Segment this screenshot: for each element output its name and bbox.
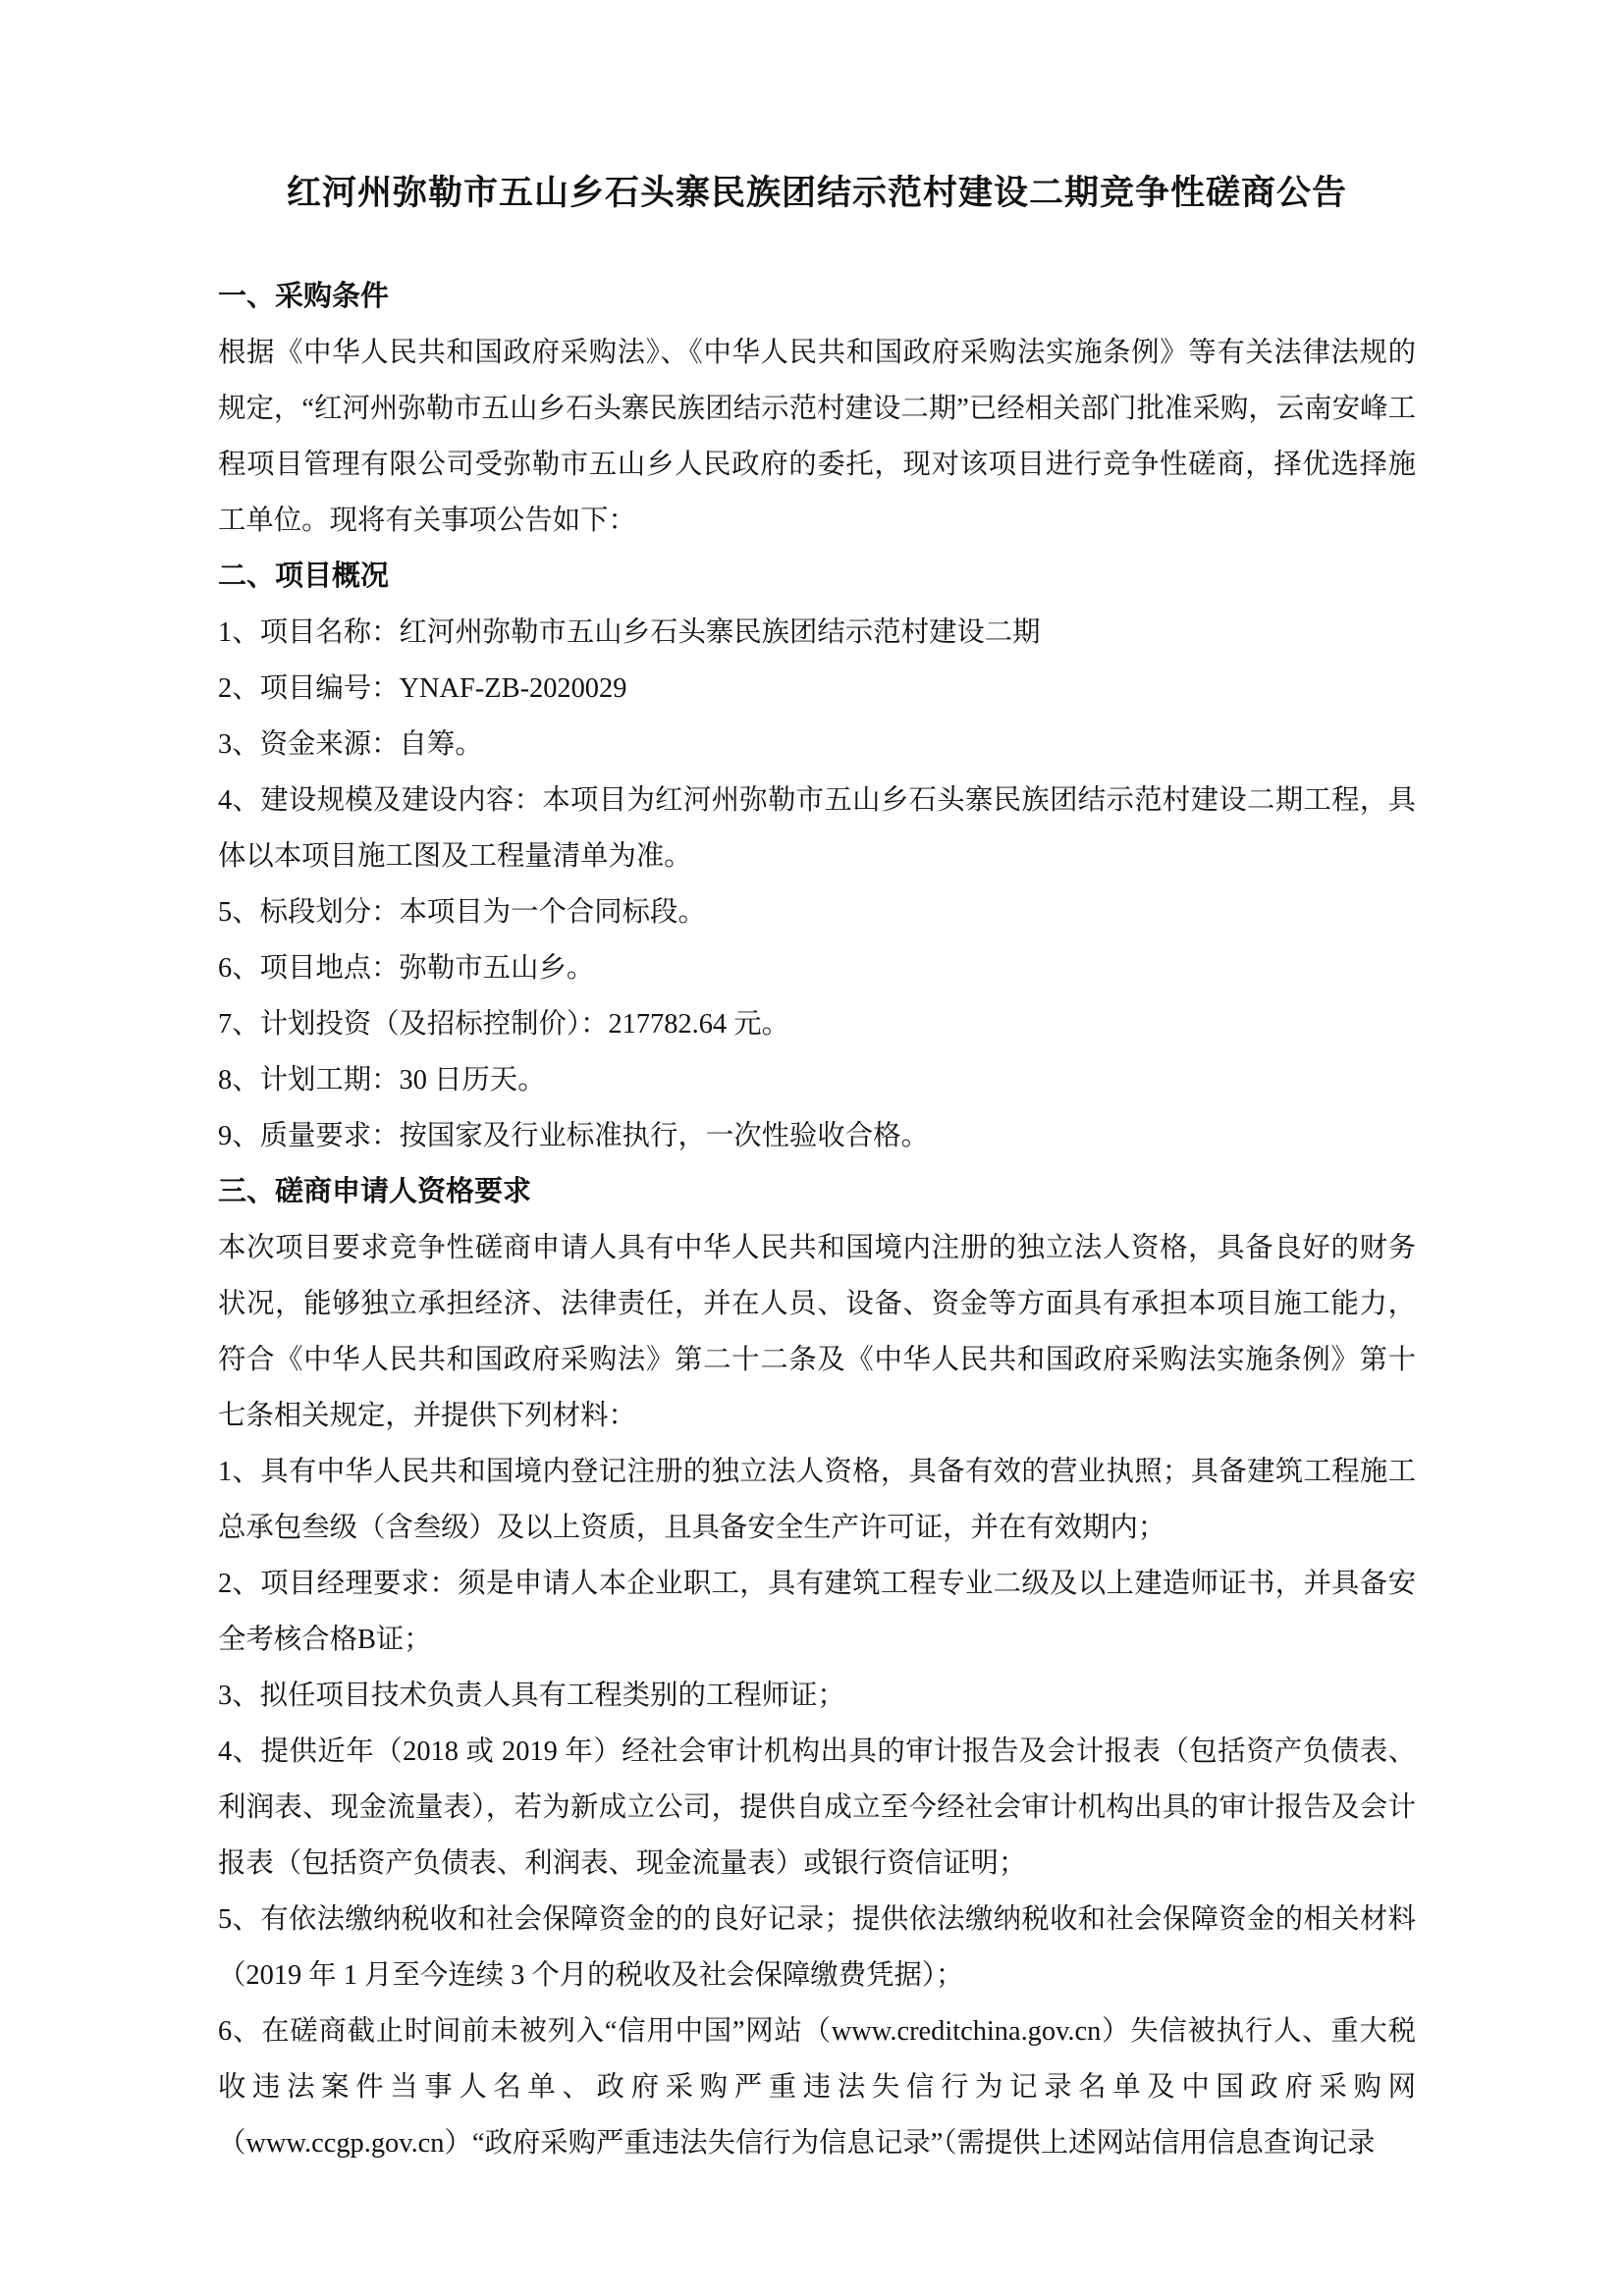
document-title: 红河州弥勒市五山乡石头寨民族团结示范村建设二期竞争性磋商公告 [286, 174, 1347, 212]
paragraph: 3、拟任项目技术负责人具有工程类别的工程师证； [218, 1681, 845, 1711]
paragraph: 根据《中华人民共和国政府采购法》、《中华人民共和国政府采购法实施条例》等有关法律法规的规定，“红河州弥勒市五山乡石头寨民族团结示范村建设二期”已经相关部门批准采购，云南安峰工程项目管理有限公司受弥勒市五山乡人民政府的委托，现对该项目进行竞争性磋商，择优选择施工单位。现将有关事项公告如下： [218, 338, 1416, 536]
paragraph: 1、项目名称：红河州弥勒市五山乡石头寨民族团结示范村建设二期 [218, 617, 1041, 648]
paragraph: 8、计划工期：30 日历天。 [218, 1065, 546, 1095]
section-3-heading: 三、磋商申请人资格要求 [218, 1176, 532, 1207]
section-procurement-conditions [218, 269, 1416, 549]
paragraph: 9、质量要求：按国家及行业标准执行，一次性验收合格。 [218, 1121, 929, 1151]
section-applicant-qualifications [218, 1164, 1416, 2171]
paragraph: 2、项目经理要求：须是申请人本企业职工，具有建筑工程专业二级及以上建造师证书，并具备安全考核合格B证； [218, 1569, 1416, 1655]
paragraph: 7、计划投资（及招标控制价）：217782.64 元。 [218, 1009, 790, 1040]
paragraph: 4、提供近年（2018 或 2019 年）经社会审计机构出具的审计报告及会计报表（包括资产负债表、利润表、现金流量表），若为新成立公司，提供自成立至今经社会审计机构出具的审计报告及会计报表（包括资产负债表、利润表、现金流量表）或银行资信证明； [218, 1736, 1416, 1879]
paragraph: 本次项目要求竞争性磋商申请人具有中华人民共和国境内注册的独立法人资格，具备良好的财务状况，能够独立承担经济、法律责任，并在人员、设备、资金等方面具有承担本项目施工能力，符合《中华人民共和国政府采购法》第二十二条及《中华人民共和国政府采购法实施条例》第十七条相关规定，并提供下列材料： [218, 1233, 1416, 1431]
paragraph: 4、建设规模及建设内容：本项目为红河州弥勒市五山乡石头寨民族团结示范村建设二期工程，具体以本项目施工图及工程量清单为准。 [218, 785, 1416, 872]
section-1-heading: 一、采购条件 [218, 281, 390, 312]
paragraph: 1、具有中华人民共和国境内登记注册的独立法人资格，具备有效的营业执照；具备建筑工程施工总承包叁级（含叁级）及以上资质，且具备安全生产许可证，并在有效期内； [218, 1457, 1416, 1543]
section-project-overview [218, 549, 1416, 1164]
document-content [218, 165, 1416, 2171]
section-2-heading: 二、项目概况 [218, 561, 390, 592]
paragraph: 6、在磋商截止时间前未被列入“信用中国”网站（www.creditchina.gov.cn）失信被执行人、重大税收违法案件当事人名单、政府采购严重违法失信行为记录名单及中国政府采购网（www.ccgp.gov.cn）“政府采购严重违法失信行为信息记录”（需提供上述网站信用信息查询记录 [218, 2016, 1416, 2159]
paragraph: 5、有依法缴纳税收和社会保障资金的的良好记录；提供依法缴纳税收和社会保障资金的相关材料（2019 年 1 月至今连续 3 个月的税收及社会保障缴费凭据）； [218, 1904, 1416, 1991]
paragraph: 2、项目编号：YNAF-ZB-2020029 [218, 673, 627, 704]
paragraph: 6、项目地点：弥勒市五山乡。 [218, 953, 595, 984]
paragraph: 5、标段划分：本项目为一个合同标段。 [218, 897, 706, 928]
paragraph: 3、资金来源：自筹。 [218, 729, 483, 760]
